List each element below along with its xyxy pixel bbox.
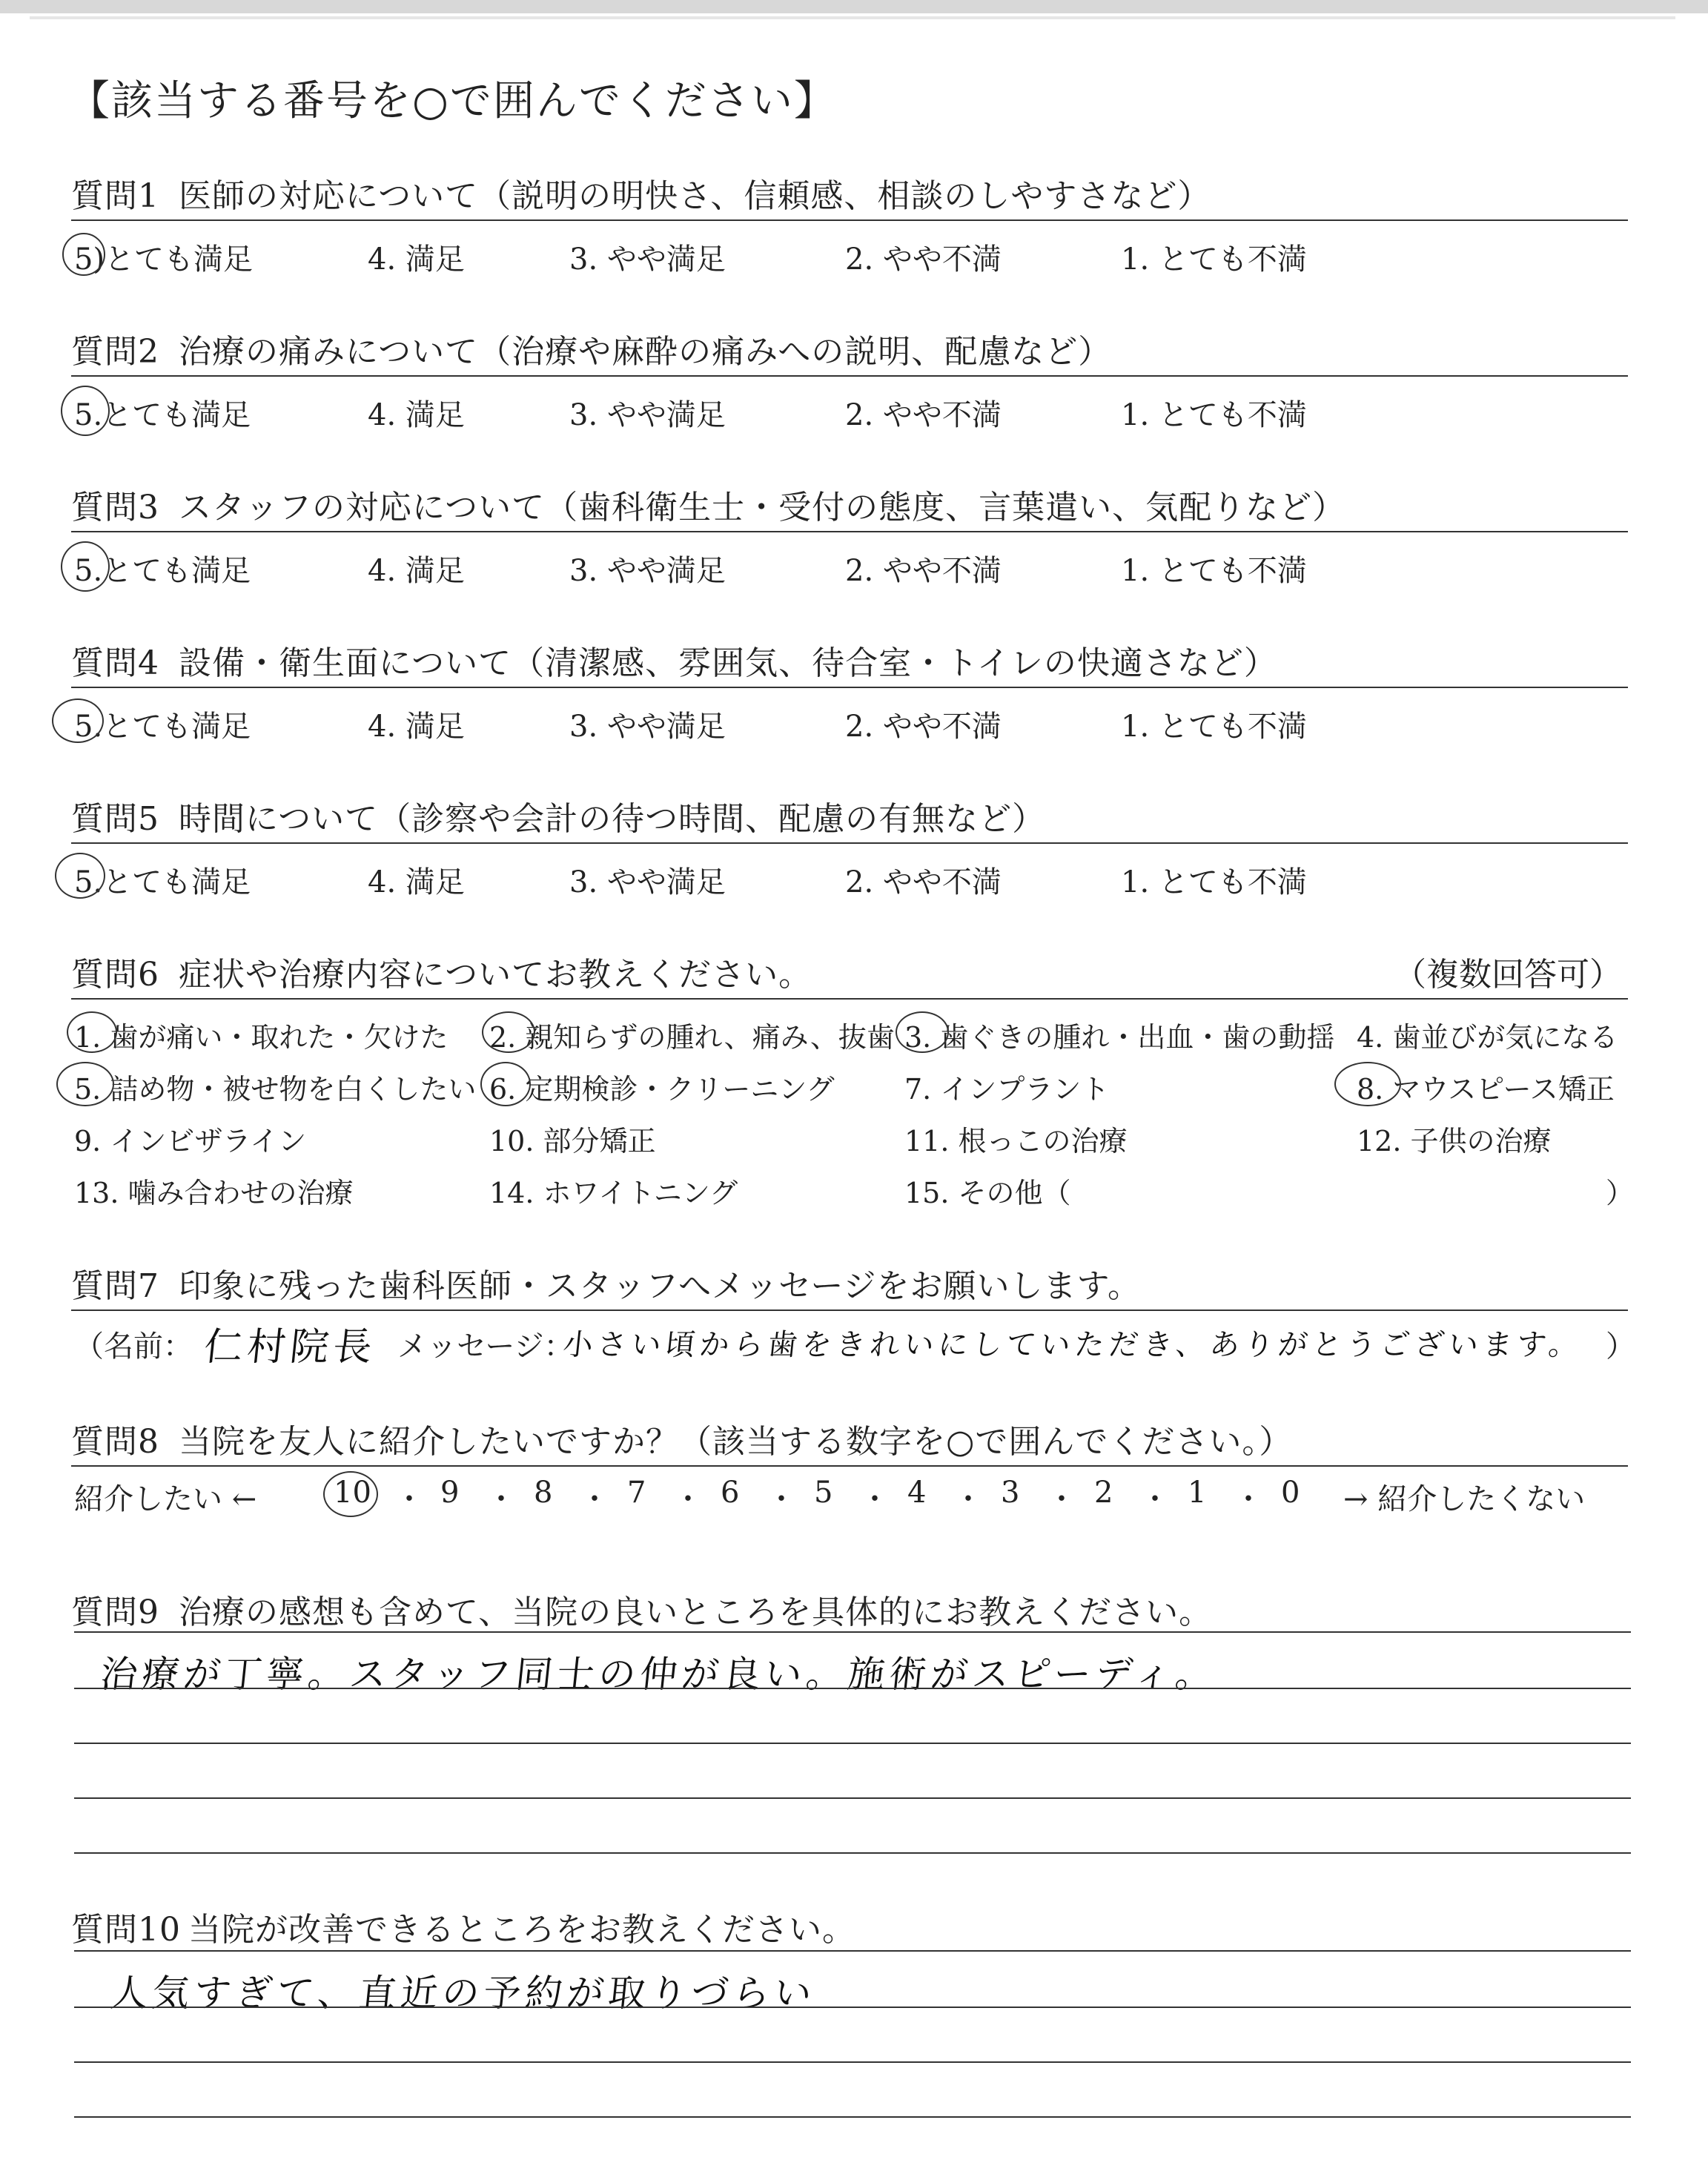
q10-answer-line [74, 2116, 1631, 2118]
q8-num-2[interactable]: 2 [1094, 1476, 1113, 1510]
q8-num-0[interactable]: 0 [1281, 1476, 1300, 1510]
q3-option-1[interactable]: 1. とても不満 [1121, 554, 1307, 588]
q6-option-13[interactable]: 13. 噛み合わせの治療 [74, 1177, 354, 1209]
q10-answer-line [74, 2061, 1631, 2063]
q6-circle-8 [1334, 1062, 1401, 1106]
q8-num-9[interactable]: 9 [440, 1476, 460, 1510]
q5-option-5[interactable]: 5.とても満足 [74, 865, 251, 899]
q9-answer-line [74, 1797, 1631, 1799]
q8-dot: ・ [673, 1482, 703, 1516]
q4-option-1[interactable]: 1. とても不満 [1121, 710, 1307, 744]
q8-selection-circle [323, 1471, 378, 1517]
q5-option-3[interactable]: 3. やや満足 [569, 865, 726, 899]
q9-answer-line [74, 1688, 1631, 1689]
q3-option-5[interactable]: 5.とても満足 [74, 554, 251, 588]
q4-option-3[interactable]: 3. やや満足 [569, 710, 726, 744]
q3-option-2[interactable]: 2. やや不満 [845, 554, 1002, 588]
q1-option-1[interactable]: 1. とても不満 [1121, 242, 1307, 277]
q2-option-1[interactable]: 1. とても不満 [1121, 398, 1307, 432]
question-2: 質問2 治療の痛みについて（治療や麻酔の痛みへの説明、配慮など） [71, 333, 1112, 371]
q6-circle-3 [896, 1011, 949, 1053]
q6-option-1[interactable]: 1. 歯が痛い・取れた・欠けた [74, 1021, 448, 1054]
q5-option-2[interactable]: 2. やや不満 [845, 865, 1002, 899]
q6-option-8[interactable]: 8. マウスピース矯正 [1357, 1073, 1615, 1106]
q2-option-5[interactable]: 5.とても満足 [74, 398, 251, 432]
q8-left-label: 紹介したい ← [74, 1482, 257, 1516]
question-6-rule [71, 998, 1628, 1000]
q8-dot: ・ [767, 1482, 796, 1516]
question-3: 質問3 スタッフの対応について（歯科衛生士・受付の態度、言葉遣い、気配りなど） [71, 489, 1346, 526]
scan-edge [0, 0, 1708, 13]
q1-option-3[interactable]: 3. やや満足 [569, 242, 726, 277]
q8-dot: ・ [394, 1482, 424, 1516]
q2-selection-circle [61, 386, 110, 436]
q6-option-7[interactable]: 7. インプラント [904, 1073, 1110, 1106]
question-1: 質問1 医師の対応について（説明の明快さ、信頼感、相談のしやすさなど） [71, 177, 1211, 215]
q9-answer-line [74, 1743, 1631, 1744]
q7-name-handwritten[interactable]: 仁村院長 [202, 1325, 379, 1370]
q3-option-4[interactable]: 4. 満足 [368, 554, 465, 588]
q8-dot: ・ [860, 1482, 890, 1516]
q9-answer-handwritten[interactable]: 治療が丁寧。スタッフ同士の仲が良い。施術がスピーディ。 [98, 1653, 1219, 1696]
q8-dot: ・ [1047, 1482, 1076, 1516]
question-8-rule [71, 1465, 1628, 1467]
q8-right-label: → 紹介したくない [1343, 1482, 1586, 1516]
q2-option-4[interactable]: 4. 満足 [368, 398, 465, 432]
q1-option-4[interactable]: 4. 満足 [368, 242, 465, 277]
q3-selection-circle [61, 541, 110, 592]
question-5: 質問5 時間について（診察や会計の待つ時間、配慮の有無など） [71, 800, 1046, 838]
question-3-rule [71, 531, 1628, 532]
q5-selection-circle [55, 853, 105, 899]
q6-option-15-close: ） [1606, 1177, 1635, 1209]
q4-option-5[interactable]: 5.とても満足 [74, 710, 251, 744]
q6-option-11[interactable]: 11. 根っこの治療 [904, 1125, 1128, 1157]
question-6: 質問6 症状や治療内容についてお教えください。 [71, 956, 812, 994]
q5-option-1[interactable]: 1. とても不満 [1121, 865, 1307, 899]
q6-circle-6 [480, 1062, 531, 1106]
q6-option-15[interactable]: 15. その他（ [904, 1177, 1071, 1209]
q6-option-10[interactable]: 10. 部分矯正 [489, 1125, 656, 1157]
q6-option-2[interactable]: 2. 親知らずの腫れ、痛み、抜歯 [489, 1021, 895, 1054]
question-7: 質問7 印象に残った歯科医師・スタッフへメッセージをお願いします。 [71, 1267, 1141, 1305]
q6-circle-2 [482, 1011, 535, 1053]
q8-dot: ・ [486, 1482, 516, 1516]
q8-dot: ・ [953, 1482, 983, 1516]
q6-circle-1 [67, 1011, 117, 1053]
question-8: 質問8 当院を友人に紹介したいですか？（該当する数字を○で囲んでください。） [71, 1423, 1293, 1461]
q10-answer-line [74, 1950, 1631, 1952]
q1-selection-circle [62, 233, 105, 276]
question-1-rule [71, 219, 1628, 221]
q6-option-12[interactable]: 12. 子供の治療 [1357, 1125, 1552, 1157]
q8-dot: ・ [1140, 1482, 1170, 1516]
q8-num-10[interactable]: 10 [334, 1476, 371, 1510]
q1-option-2[interactable]: 2. やや不満 [845, 242, 1002, 277]
q8-num-8[interactable]: 8 [534, 1476, 553, 1510]
q8-num-5[interactable]: 5 [814, 1476, 833, 1510]
q4-selection-circle [52, 698, 104, 743]
q3-option-3[interactable]: 3. やや満足 [569, 554, 726, 588]
q7-message-handwritten[interactable]: 小さい頃から歯をきれいにしていただき、ありがとうございます。 [561, 1328, 1585, 1362]
q6-option-4[interactable]: 4. 歯並びが気になる [1357, 1021, 1618, 1054]
q9-answer-line [74, 1852, 1631, 1854]
q7-name-label: （名前： [74, 1330, 193, 1364]
question-4-rule [71, 687, 1628, 688]
question-5-rule [71, 842, 1628, 844]
question-4: 質問4 設備・衛生面について（清潔感、雰囲気、待合室・トイレの快適さなど） [71, 644, 1277, 682]
question-9: 質問9 治療の感想も含めて、当院の良いところを具体的にお教えください。 [71, 1593, 1213, 1631]
q8-num-6[interactable]: 6 [721, 1476, 740, 1510]
q4-option-4[interactable]: 4. 満足 [368, 710, 465, 744]
q2-option-2[interactable]: 2. やや不満 [845, 398, 1002, 432]
q6-option-9[interactable]: 9. インビザライン [74, 1125, 307, 1157]
q8-num-1[interactable]: 1 [1188, 1476, 1207, 1510]
question-6-note: （複数回答可） [1394, 956, 1622, 994]
q6-option-5[interactable]: 5. 詰め物・被せ物を白くしたい [74, 1073, 477, 1106]
q2-option-3[interactable]: 3. やや満足 [569, 398, 726, 432]
q7-message-label: メッセージ： [397, 1330, 574, 1364]
q5-option-4[interactable]: 4. 満足 [368, 865, 465, 899]
q8-dot: ・ [1234, 1482, 1263, 1516]
q8-num-4[interactable]: 4 [907, 1476, 927, 1510]
q7-close: ） [1606, 1330, 1635, 1364]
q6-option-3[interactable]: 3. 歯ぐきの腫れ・出血・歯の動揺 [904, 1021, 1335, 1054]
question-7-rule [71, 1309, 1628, 1311]
q6-option-6[interactable]: 6. 定期検診・クリーニング [489, 1073, 835, 1106]
question-2-rule [71, 375, 1628, 377]
q10-answer-handwritten[interactable]: 人気すぎて、直近の予約が取りづらい [108, 1972, 818, 2015]
question-10: 質問10 当院が改善できるところをお教えください。 [71, 1911, 855, 1949]
q1-option-5[interactable]: 5)とても満足 [74, 242, 254, 277]
q8-dot: ・ [580, 1482, 609, 1516]
q4-option-2[interactable]: 2. やや不満 [845, 710, 1002, 744]
q8-num-3[interactable]: 3 [1001, 1476, 1020, 1510]
q9-answer-line [74, 1631, 1631, 1633]
scan-edge-line [30, 16, 1675, 19]
q6-option-14[interactable]: 14. ホワイトニング [489, 1177, 738, 1209]
q10-answer-line [74, 2007, 1631, 2008]
q6-circle-5 [56, 1062, 114, 1106]
q8-num-7[interactable]: 7 [627, 1476, 646, 1510]
page-heading: 【該当する番号を○で囲んでください】 [68, 77, 837, 125]
